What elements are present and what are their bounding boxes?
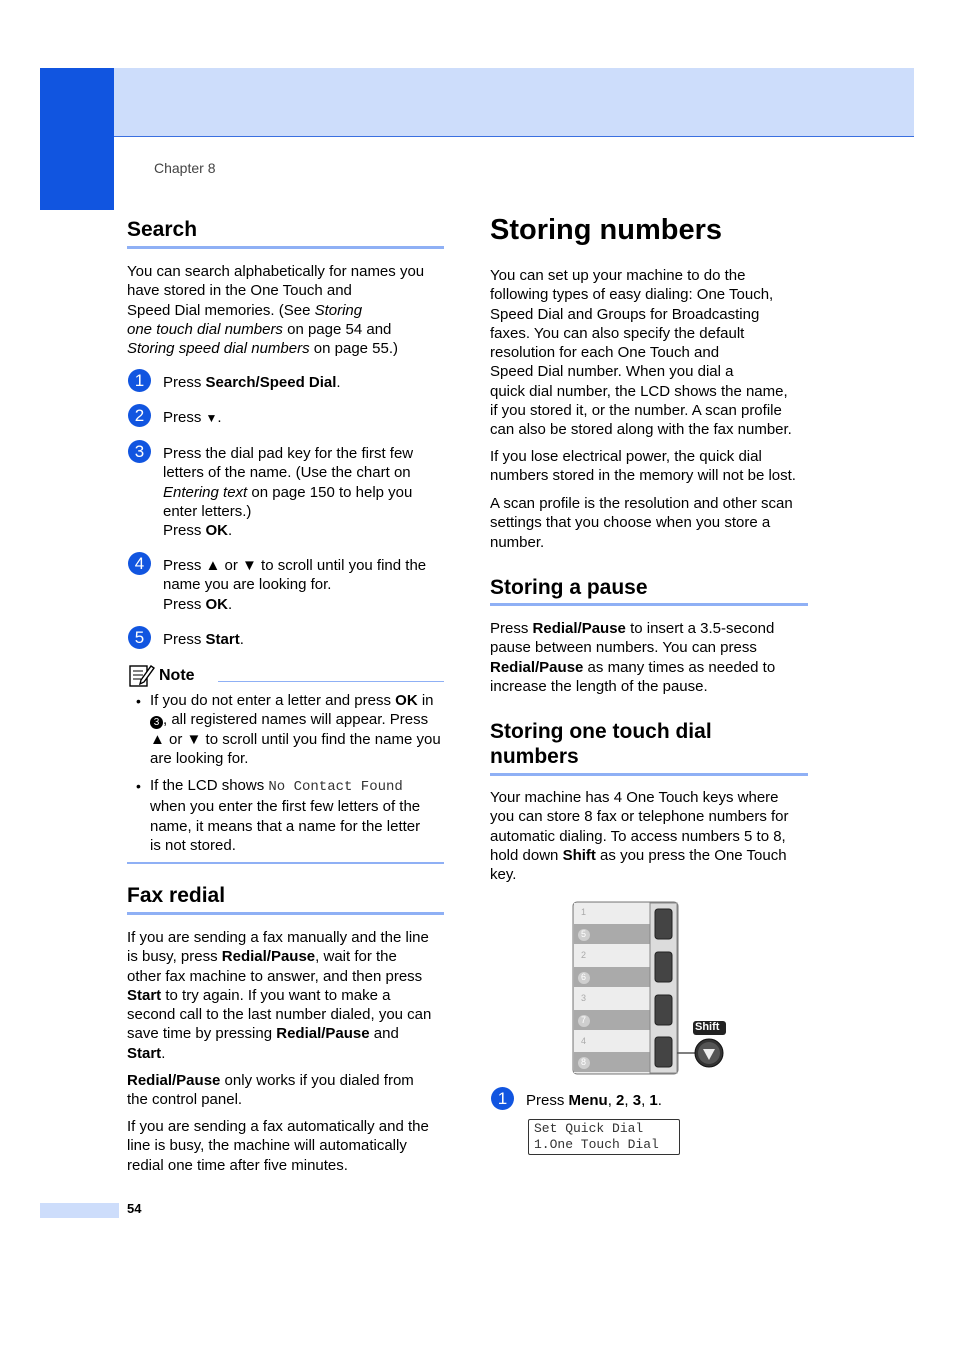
storing-pause-paragraph: Press Redial/Pause to insert a 3.5-second pause between numbers. You can press Redial/Pause as many times as needed to increase the length of the pause. [490, 620, 776, 695]
lcd-line-1: Set Quick Dial [534, 1121, 644, 1136]
search-intro: You can search alphabetically for names you have stored in the One Touch and Speed Dial memories. (See Storing one touch dial numbers on page 54 and Storing speed dial numbers on page 55.) [127, 263, 425, 358]
menu-step-1: Press Menu, 2, 3, 1. [526, 1092, 662, 1109]
storing-one-touch-heading: Storing one touch dial numbers [490, 720, 712, 768]
note-title: Note [159, 667, 195, 684]
storing-pause-heading-rule [490, 603, 808, 606]
chapter-tab-block [40, 68, 114, 210]
step-number-1: 1 [128, 369, 151, 392]
search-step-5: Press Start. [163, 631, 244, 648]
note-pencil-icon [129, 663, 155, 687]
step-number-3: 3 [128, 440, 151, 463]
search-step-1: Press Search/Speed Dial. [163, 374, 341, 391]
panel-key-label-3: 3 [581, 993, 587, 1003]
search-step-2: Press ▼. [163, 409, 222, 426]
lcd-line-2: 1.One Touch Dial [534, 1137, 659, 1152]
menu-step-number-1: 1 [491, 1087, 514, 1110]
panel-key-label-8: 8 [581, 1057, 587, 1067]
fax-redial-paragraph-1: If you are sending a fax manually and the line is busy, press Redial/Pause, wait for the other fax machine to answer, and then press Start to try again. If you want to make a second call to the last number dialed, you can save time by pressing Redial/Pause and Start. [127, 929, 432, 1062]
storing-pause-heading: Storing a pause [490, 576, 648, 599]
page-number-bar [40, 1203, 119, 1218]
search-step-4: Press ▲ or ▼ to scroll until you find the name you are looking for. Press OK. [163, 557, 427, 613]
search-heading-rule [127, 246, 444, 249]
lcd-display [528, 1119, 680, 1155]
panel-key-label-4: 4 [581, 1036, 587, 1046]
page-title: Storing numbers [490, 214, 723, 246]
step-number-4: 4 [128, 552, 151, 575]
storing-one-touch-paragraph: Your machine has 4 One Touch keys where you can store 8 fax or telephone numbers for automatic dialing. To access numbers 5 to 8, hold down Shift as you press the One Touch key. [490, 789, 789, 884]
step-number-5: 5 [128, 626, 151, 649]
step-number-2: 2 [128, 404, 151, 427]
fax-redial-heading: Fax redial [127, 884, 226, 907]
search-heading: Search [127, 218, 198, 241]
panel-key-label-7: 7 [581, 1015, 587, 1025]
chapter-label: Chapter 8 [154, 160, 216, 176]
note-bullet-1: • [136, 693, 141, 709]
note-item-2: If the LCD shows No Contact Found when you enter the first few letters of the name, it means that a name for the letter is not stored. [150, 777, 421, 854]
note-bullet-2: • [136, 778, 141, 794]
panel-key-label-2: 2 [581, 950, 587, 960]
note-bottom-rule [127, 862, 444, 864]
page-number: 54 [127, 1201, 142, 1216]
panel-key-label-5: 5 [581, 929, 587, 939]
fax-redial-paragraph-3: If you are sending a fax automatically and the line is busy, the machine will automatically redial one time after five minutes. [127, 1118, 429, 1174]
search-step-3: Press the dial pad key for the first few letters of the name. (Use the chart on Entering text on page 150 to help you enter letters.) Press OK. [163, 445, 414, 540]
fax-redial-heading-rule [127, 912, 444, 915]
one-touch-keys-illustration [570, 900, 730, 1078]
storing-numbers-paragraph-2: If you lose electrical power, the quick dial numbers stored in the memory will not be lost. [490, 448, 796, 485]
note-title-rule [218, 681, 444, 682]
storing-numbers-paragraph-1: You can set up your machine to do the following types of easy dialing: One Touch, Speed Dial and Groups for Broadcasting faxes. You can also specify the default resolution for each One Touch and Speed Dial number. When you dial a quick dial number, the LCD shows the name, if you stored it, or the number. A scan profile can also be stored along with the fax number. [490, 267, 792, 439]
panel-key-label-6: 6 [581, 972, 587, 982]
fax-redial-paragraph-2: Redial/Pause only works if you dialed from the control panel. [127, 1072, 414, 1109]
header-band [114, 68, 914, 137]
panel-key-label-1: 1 [581, 907, 587, 917]
storing-numbers-paragraph-3: A scan profile is the resolution and other scan settings that you choose when you store a number. [490, 495, 793, 551]
storing-one-touch-heading-rule [490, 773, 808, 776]
shift-key-label: Shift [695, 1021, 720, 1033]
note-item-1: If you do not enter a letter and press OK in 3 , all registered names will appear. Press ▲ or ▼ to scroll until you find the name you are looking for. [150, 692, 441, 767]
